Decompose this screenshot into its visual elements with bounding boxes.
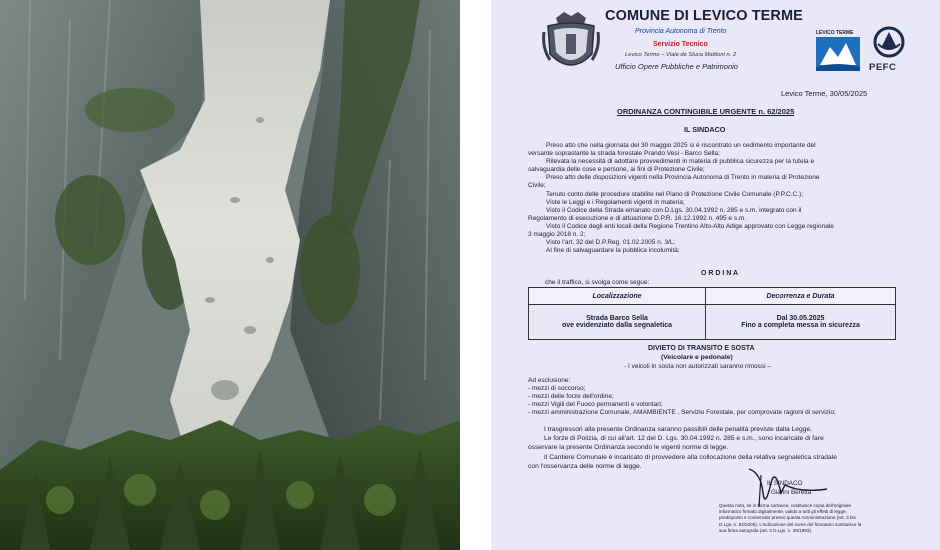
table-header-location: Localizzazione	[529, 288, 706, 305]
closing-line: Il Cantiere Comunale è incaricato di provvedere alla collocazione della relativa segnaletica stradale	[544, 453, 837, 461]
traffic-table	[528, 287, 896, 340]
town-logo: LEVICO TERME	[816, 30, 860, 76]
table-cell-location: Strada Barco Sella ove evidenziato dalla segnaletica	[529, 305, 706, 340]
traffic-intro: che il traffico, si svolga come segue:	[545, 279, 650, 286]
table-cell-duration: Dal 30.05.2025 Fino a completa messa in sicurezza	[706, 305, 896, 340]
rockslide-photo	[0, 0, 460, 550]
coat-of-arms-icon	[540, 8, 602, 78]
premise-line: Preso atto che nella giornata del 30 maggio 2025 si è riscontrato un cedimento importante del	[546, 142, 816, 149]
ordinance-title: ORDINANZA CONTINGIBILE URGENTE n. 62/2025	[617, 107, 795, 116]
signature-name: Gianni Beretta	[771, 489, 812, 496]
list-item: - mezzi delle forze dell'ordine;	[528, 393, 614, 401]
signature-title: IL SINDACO	[767, 480, 803, 487]
closing-line: I trasgressori alla presente Ordinanza saranno passibili delle penalità previste dalla Legge.	[544, 426, 813, 433]
blue-flag-icon	[816, 37, 860, 71]
municipality-title: COMUNE DI LEVICO TERME	[605, 8, 803, 24]
pefc-logo-icon	[869, 26, 909, 64]
exclusions-intro: Ad esclusione:	[528, 377, 571, 384]
premise-line: salvaguardia delle cose e persone, ai fini di Protezione Civile;	[528, 166, 705, 174]
prohibition-title: DIVIETO DI TRANSITO E SOSTA	[648, 345, 755, 352]
premise-line: Regolamento di esecuzione e di attuazione D.P.R. 16.12.1992 n. 495 e s.m.	[528, 214, 747, 222]
province-subtitle: Provincia Autonoma di Trento	[635, 28, 727, 35]
table-header-duration: Decorrenza e Durata	[706, 288, 896, 305]
premise-line: Al fine di salvaguardare la pubblica incolumità;	[546, 247, 680, 255]
ordinance-document	[491, 0, 940, 550]
removal-note: - I veicoli in sosta non autorizzati saranno rimossi –	[624, 363, 772, 370]
premise-line: versante soprastante la strada forestale Prando Vesi - Barco Sella;	[528, 150, 720, 158]
premises-block	[528, 142, 834, 255]
digital-signature-note: Questa nota, se in forma cartacea, costituisce copia dell'originale informatico firmato digitalmente, valido a tutti gli effetti di legge, predisposto e conservato presso questa Amministrazione (art. 3 bis D.Lgs. n. 82/2005). L'indicazione del nome del firmatario sostituisce la sua firma autografa (art. 3 D.Lgs. n. 39/1993).	[719, 503, 862, 533]
closing-line: osservare la presente Ordinanza secondo le vigenti norme di legge.	[528, 444, 729, 452]
office-address: Levico Terme – Viale de Sluca Mattioni n. 2	[625, 52, 737, 58]
list-item: - mezzi di soccorso;	[528, 385, 586, 393]
premise-line: Tenuto conto delle procedure stabilite nel Piano di Protezione Civile Comunale (P.P.C.C.);	[546, 190, 804, 198]
ordinance-date: Levico Terme, 30/05/2025	[781, 89, 868, 98]
premise-line: 3 maggio 2018 n. 2;	[528, 231, 586, 239]
order-heading: O R D I N A	[701, 270, 739, 277]
premise-line: Preso atto delle disposizioni vigenti nella Provincia Autonoma di Trento in materia di Protezione	[546, 174, 820, 182]
list-item: - mezzi Vigili del Fuoco permanenti e volontari;	[528, 401, 663, 409]
list-item: - mezzi amministrazione Comunale, AMAMBIENTE , Servizio Forestale, per comprovate ragioni di servizio;	[528, 409, 836, 417]
service-name: Servizio Tecnico	[653, 41, 708, 48]
mayor-heading: IL SINDACO	[684, 125, 726, 134]
premise-line: Rilevata la necessità di adottare provvedimenti in materia di pubblica sicurezza per la tutela e	[546, 158, 815, 166]
office-name: Ufficio Opere Pubbliche e Patrimonio	[615, 62, 738, 71]
premise-line: Visto l'art. 32 del D.P.Reg. 01.02.2005 n. 3/L;	[546, 239, 676, 247]
pefc-label: PEFC	[869, 62, 897, 73]
rockslide-illustration	[0, 0, 460, 550]
exclusions-block	[528, 377, 836, 417]
closing-line: Le forze di Polizia, di cui all'art. 12 del D. Lgs. 30.04.1992 n. 285 e s.m., sono incaricate di fare	[544, 435, 824, 443]
premise-line: Visto il Codice della Strada emanato con D.Lgs. 30.04.1992 n. 285 e s.m. integrato con il	[546, 206, 802, 214]
premise-line: Civile;	[528, 182, 546, 190]
prohibition-subtitle: (Veicolare e pedonale)	[661, 354, 733, 361]
premise-line: Visto il Codice degli enti locali della Regione Trentino Alto-Alto Adige approvato con Legge regionale	[546, 222, 834, 230]
premise-line: Viste le Leggi e i Regolamenti vigenti in materia;	[546, 198, 685, 206]
closing-line: con l'osservanza delle norme di legge.	[528, 462, 642, 470]
table-row	[529, 305, 896, 340]
